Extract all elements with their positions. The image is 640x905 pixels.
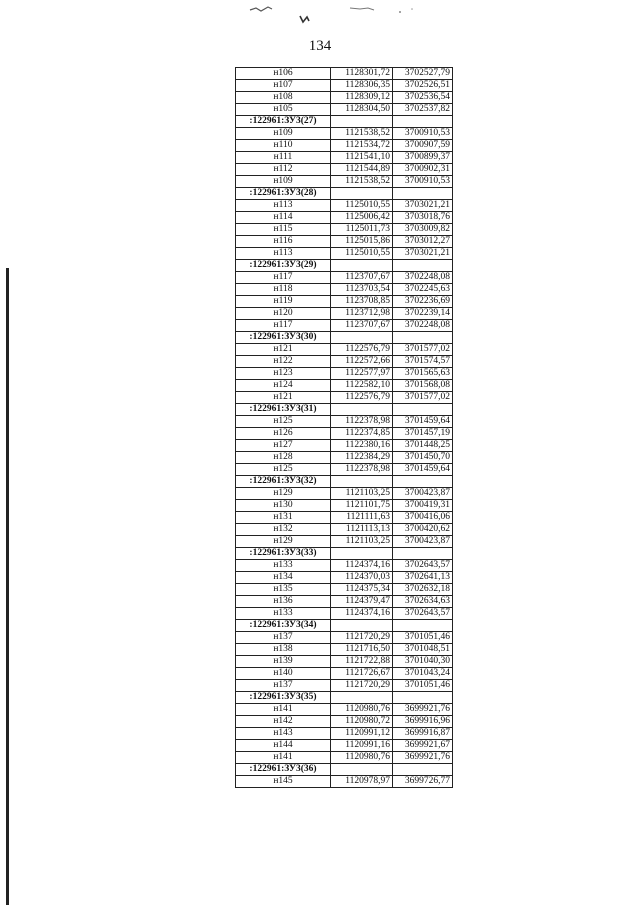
empty-cell: [393, 404, 453, 416]
table-row: [236, 380, 453, 392]
point-id-cell: н125: [236, 416, 331, 428]
table-group-row: [236, 548, 453, 560]
empty-cell: [331, 476, 393, 488]
table-row: [236, 704, 453, 716]
y-coordinate-cell: 3700423,87: [393, 488, 453, 500]
x-coordinate-cell: 1124374,16: [331, 608, 393, 620]
point-id-cell: н140: [236, 668, 331, 680]
x-coordinate-cell: 1120991,12: [331, 728, 393, 740]
point-id-cell: н120: [236, 308, 331, 320]
table-row: [236, 176, 453, 188]
y-coordinate-cell: 3703018,76: [393, 212, 453, 224]
x-coordinate-cell: 1123707,67: [331, 272, 393, 284]
x-coordinate-cell: 1128304,50: [331, 104, 393, 116]
table-row: [236, 296, 453, 308]
x-coordinate-cell: 1123712,98: [331, 308, 393, 320]
y-coordinate-cell: 3701051,46: [393, 680, 453, 692]
point-id-cell: н143: [236, 728, 331, 740]
x-coordinate-cell: 1121113,13: [331, 524, 393, 536]
point-id-cell: н118: [236, 284, 331, 296]
point-id-cell: н136: [236, 596, 331, 608]
table-row: [236, 128, 453, 140]
parcel-label: :122961:ЗУ3(33): [236, 548, 331, 560]
y-coordinate-cell: 3700423,87: [393, 536, 453, 548]
y-coordinate-cell: 3701051,46: [393, 632, 453, 644]
point-id-cell: н133: [236, 560, 331, 572]
point-id-cell: н135: [236, 584, 331, 596]
point-id-cell: н139: [236, 656, 331, 668]
empty-cell: [331, 404, 393, 416]
point-id-cell: н122: [236, 356, 331, 368]
table-row: [236, 584, 453, 596]
parcel-label: :122961:ЗУ3(34): [236, 620, 331, 632]
empty-cell: [331, 692, 393, 704]
table-row: [236, 644, 453, 656]
table-group-row: [236, 116, 453, 128]
table-row: [236, 368, 453, 380]
empty-cell: [393, 188, 453, 200]
x-coordinate-cell: 1123708,85: [331, 296, 393, 308]
empty-cell: [393, 476, 453, 488]
table-row: [236, 560, 453, 572]
x-coordinate-cell: 1122374,85: [331, 428, 393, 440]
table-row: [236, 308, 453, 320]
y-coordinate-cell: 3701577,02: [393, 344, 453, 356]
y-coordinate-cell: 3700420,62: [393, 524, 453, 536]
x-coordinate-cell: 1121103,25: [331, 536, 393, 548]
x-coordinate-cell: 1125010,55: [331, 248, 393, 260]
parcel-label: :122961:ЗУ3(32): [236, 476, 331, 488]
y-coordinate-cell: 3702248,08: [393, 272, 453, 284]
x-coordinate-cell: 1123707,67: [331, 320, 393, 332]
y-coordinate-cell: 3701457,19: [393, 428, 453, 440]
table-row: [236, 272, 453, 284]
x-coordinate-cell: 1124379,47: [331, 596, 393, 608]
table-group-row: [236, 476, 453, 488]
x-coordinate-cell: 1128306,35: [331, 80, 393, 92]
table-row: [236, 428, 453, 440]
point-id-cell: н132: [236, 524, 331, 536]
x-coordinate-cell: 1121111,63: [331, 512, 393, 524]
table-row: [236, 236, 453, 248]
empty-cell: [393, 620, 453, 632]
y-coordinate-cell: 3703021,21: [393, 200, 453, 212]
x-coordinate-cell: 1121541,10: [331, 152, 393, 164]
point-id-cell: н113: [236, 200, 331, 212]
point-id-cell: н105: [236, 104, 331, 116]
x-coordinate-cell: 1122384,29: [331, 452, 393, 464]
parcel-label: :122961:ЗУ3(30): [236, 332, 331, 344]
table-group-row: [236, 260, 453, 272]
table-row: [236, 596, 453, 608]
parcel-label: :122961:ЗУ3(35): [236, 692, 331, 704]
point-id-cell: н114: [236, 212, 331, 224]
empty-cell: [393, 260, 453, 272]
y-coordinate-cell: 3699726,77: [393, 776, 453, 788]
table-row: [236, 512, 453, 524]
x-coordinate-cell: 1122378,98: [331, 464, 393, 476]
table-row: [236, 680, 453, 692]
table-row: [236, 632, 453, 644]
point-id-cell: н109: [236, 128, 331, 140]
x-coordinate-cell: 1124370,03: [331, 572, 393, 584]
point-id-cell: н145: [236, 776, 331, 788]
point-id-cell: н144: [236, 740, 331, 752]
point-id-cell: н113: [236, 248, 331, 260]
x-coordinate-cell: 1121716,50: [331, 644, 393, 656]
table-row: [236, 776, 453, 788]
x-coordinate-cell: 1121101,75: [331, 500, 393, 512]
empty-cell: [393, 332, 453, 344]
y-coordinate-cell: 3702236,69: [393, 296, 453, 308]
y-coordinate-cell: 3699916,87: [393, 728, 453, 740]
y-coordinate-cell: 3702643,57: [393, 560, 453, 572]
y-coordinate-cell: 3703021,21: [393, 248, 453, 260]
point-id-cell: н131: [236, 512, 331, 524]
table-row: [236, 200, 453, 212]
x-coordinate-cell: 1121720,29: [331, 632, 393, 644]
table-row: [236, 452, 453, 464]
y-coordinate-cell: 3703012,27: [393, 236, 453, 248]
table-row: [236, 656, 453, 668]
table-row: [236, 728, 453, 740]
y-coordinate-cell: 3701040,30: [393, 656, 453, 668]
y-coordinate-cell: 3699921,76: [393, 704, 453, 716]
point-id-cell: н129: [236, 488, 331, 500]
table-row: [236, 80, 453, 92]
parcel-label: :122961:ЗУ3(31): [236, 404, 331, 416]
point-id-cell: н133: [236, 608, 331, 620]
x-coordinate-cell: 1120978,97: [331, 776, 393, 788]
y-coordinate-cell: 3701043,24: [393, 668, 453, 680]
point-id-cell: н117: [236, 320, 331, 332]
y-coordinate-cell: 3701048,51: [393, 644, 453, 656]
table-group-row: [236, 188, 453, 200]
point-id-cell: н119: [236, 296, 331, 308]
y-coordinate-cell: 3702537,82: [393, 104, 453, 116]
y-coordinate-cell: 3702526,51: [393, 80, 453, 92]
point-id-cell: н109: [236, 176, 331, 188]
y-coordinate-cell: 3701450,70: [393, 452, 453, 464]
point-id-cell: н121: [236, 344, 331, 356]
y-coordinate-cell: 3700910,53: [393, 128, 453, 140]
x-coordinate-cell: 1121103,25: [331, 488, 393, 500]
point-id-cell: н115: [236, 224, 331, 236]
parcel-label: :122961:ЗУ3(27): [236, 116, 331, 128]
table-row: [236, 440, 453, 452]
y-coordinate-cell: 3702527,79: [393, 68, 453, 80]
y-coordinate-cell: 3699916,96: [393, 716, 453, 728]
point-id-cell: н141: [236, 704, 331, 716]
left-edge-mark: [6, 268, 9, 905]
x-coordinate-cell: 1122577,97: [331, 368, 393, 380]
y-coordinate-cell: 3700907,59: [393, 140, 453, 152]
x-coordinate-cell: 1122572,66: [331, 356, 393, 368]
table-row: [236, 164, 453, 176]
y-coordinate-cell: 3700902,31: [393, 164, 453, 176]
table-row: [236, 224, 453, 236]
point-id-cell: н111: [236, 152, 331, 164]
table-row: [236, 416, 453, 428]
empty-cell: [393, 692, 453, 704]
parcel-label: :122961:ЗУ3(36): [236, 764, 331, 776]
point-id-cell: н117: [236, 272, 331, 284]
y-coordinate-cell: 3700910,53: [393, 176, 453, 188]
x-coordinate-cell: 1121722,88: [331, 656, 393, 668]
x-coordinate-cell: 1124375,34: [331, 584, 393, 596]
table-row: [236, 356, 453, 368]
y-coordinate-cell: 3702643,57: [393, 608, 453, 620]
x-coordinate-cell: 1122576,79: [331, 344, 393, 356]
table-row: [236, 572, 453, 584]
y-coordinate-cell: 3699921,76: [393, 752, 453, 764]
table-row: [236, 668, 453, 680]
empty-cell: [331, 548, 393, 560]
point-id-cell: н126: [236, 428, 331, 440]
y-coordinate-cell: 3700416,06: [393, 512, 453, 524]
x-coordinate-cell: 1121538,52: [331, 176, 393, 188]
empty-cell: [331, 620, 393, 632]
coordinates-table-body: [236, 68, 453, 788]
y-coordinate-cell: 3702632,18: [393, 584, 453, 596]
y-coordinate-cell: 3701577,02: [393, 392, 453, 404]
point-id-cell: н129: [236, 536, 331, 548]
y-coordinate-cell: 3701459,64: [393, 416, 453, 428]
empty-cell: [331, 764, 393, 776]
x-coordinate-cell: 1122582,10: [331, 380, 393, 392]
table-row: [236, 320, 453, 332]
table-row: [236, 68, 453, 80]
y-coordinate-cell: 3702239,14: [393, 308, 453, 320]
empty-cell: [393, 116, 453, 128]
table-group-row: [236, 692, 453, 704]
point-id-cell: н127: [236, 440, 331, 452]
y-coordinate-cell: 3701448,25: [393, 440, 453, 452]
y-coordinate-cell: 3702245,63: [393, 284, 453, 296]
y-coordinate-cell: 3702634,63: [393, 596, 453, 608]
y-coordinate-cell: 3700899,37: [393, 152, 453, 164]
point-id-cell: н138: [236, 644, 331, 656]
table-row: [236, 536, 453, 548]
empty-cell: [331, 188, 393, 200]
table-row: [236, 524, 453, 536]
y-coordinate-cell: 3701574,57: [393, 356, 453, 368]
empty-cell: [393, 764, 453, 776]
y-coordinate-cell: 3701565,63: [393, 368, 453, 380]
point-id-cell: н137: [236, 680, 331, 692]
coordinates-table: [235, 67, 453, 788]
table-row: [236, 740, 453, 752]
page-number: 134: [308, 38, 332, 54]
table-row: [236, 104, 453, 116]
x-coordinate-cell: 1125015,86: [331, 236, 393, 248]
y-coordinate-cell: 3701459,64: [393, 464, 453, 476]
parcel-label: :122961:ЗУ3(28): [236, 188, 331, 200]
y-coordinate-cell: 3700419,31: [393, 500, 453, 512]
point-id-cell: н134: [236, 572, 331, 584]
y-coordinate-cell: 3701568,08: [393, 380, 453, 392]
empty-cell: [393, 548, 453, 560]
x-coordinate-cell: 1124374,16: [331, 560, 393, 572]
table-group-row: [236, 404, 453, 416]
y-coordinate-cell: 3699921,67: [393, 740, 453, 752]
table-row: [236, 92, 453, 104]
x-coordinate-cell: 1122378,98: [331, 416, 393, 428]
x-coordinate-cell: 1120991,16: [331, 740, 393, 752]
table-row: [236, 248, 453, 260]
empty-cell: [331, 116, 393, 128]
point-id-cell: н123: [236, 368, 331, 380]
x-coordinate-cell: 1121726,67: [331, 668, 393, 680]
y-coordinate-cell: 3702641,13: [393, 572, 453, 584]
x-coordinate-cell: 1122380,16: [331, 440, 393, 452]
point-id-cell: н106: [236, 68, 331, 80]
x-coordinate-cell: 1128309,12: [331, 92, 393, 104]
x-coordinate-cell: 1121538,52: [331, 128, 393, 140]
table-row: [236, 716, 453, 728]
x-coordinate-cell: 1121720,29: [331, 680, 393, 692]
point-id-cell: н125: [236, 464, 331, 476]
point-id-cell: н121: [236, 392, 331, 404]
parcel-label: :122961:ЗУ3(29): [236, 260, 331, 272]
point-id-cell: н116: [236, 236, 331, 248]
x-coordinate-cell: 1121534,72: [331, 140, 393, 152]
table-row: [236, 212, 453, 224]
table-row: [236, 392, 453, 404]
table-row: [236, 752, 453, 764]
x-coordinate-cell: 1122576,79: [331, 392, 393, 404]
x-coordinate-cell: 1120980,76: [331, 752, 393, 764]
point-id-cell: н141: [236, 752, 331, 764]
point-id-cell: н128: [236, 452, 331, 464]
point-id-cell: н107: [236, 80, 331, 92]
x-coordinate-cell: 1125010,55: [331, 200, 393, 212]
scan-noise: [240, 2, 440, 32]
x-coordinate-cell: 1120980,72: [331, 716, 393, 728]
table-row: [236, 140, 453, 152]
point-id-cell: н137: [236, 632, 331, 644]
point-id-cell: н110: [236, 140, 331, 152]
x-coordinate-cell: 1128301,72: [331, 68, 393, 80]
x-coordinate-cell: 1120980,76: [331, 704, 393, 716]
table-row: [236, 344, 453, 356]
table-row: [236, 608, 453, 620]
table-group-row: [236, 620, 453, 632]
x-coordinate-cell: 1121544,89: [331, 164, 393, 176]
empty-cell: [331, 260, 393, 272]
y-coordinate-cell: 3702248,08: [393, 320, 453, 332]
x-coordinate-cell: 1125006,42: [331, 212, 393, 224]
table-row: [236, 284, 453, 296]
table-group-row: [236, 332, 453, 344]
point-id-cell: н112: [236, 164, 331, 176]
y-coordinate-cell: 3702536,54: [393, 92, 453, 104]
point-id-cell: н108: [236, 92, 331, 104]
y-coordinate-cell: 3703009,82: [393, 224, 453, 236]
table-row: [236, 152, 453, 164]
point-id-cell: н130: [236, 500, 331, 512]
x-coordinate-cell: 1123703,54: [331, 284, 393, 296]
table-row: [236, 500, 453, 512]
point-id-cell: н142: [236, 716, 331, 728]
point-id-cell: н124: [236, 380, 331, 392]
empty-cell: [331, 332, 393, 344]
table-group-row: [236, 764, 453, 776]
x-coordinate-cell: 1125011,73: [331, 224, 393, 236]
table-row: [236, 488, 453, 500]
table-row: [236, 464, 453, 476]
